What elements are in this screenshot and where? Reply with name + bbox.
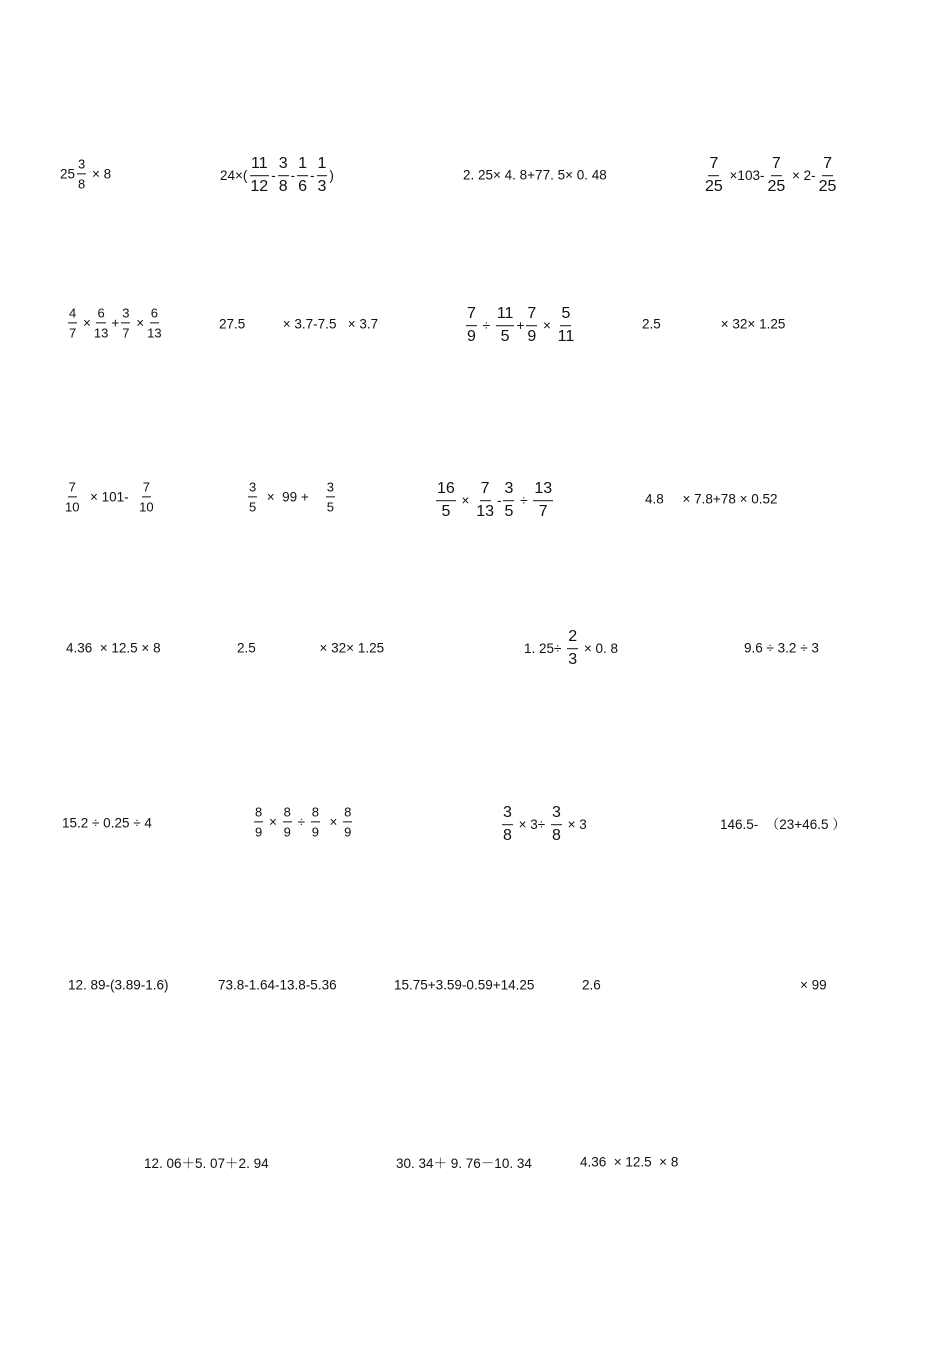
numerator: 11 — [496, 306, 515, 326]
fraction — [283, 805, 292, 838]
expression-text: 73.8-1.64-13.8-5.36 — [218, 977, 337, 993]
fraction — [317, 156, 328, 196]
expression-text: + — [516, 318, 525, 334]
expression — [434, 481, 555, 521]
numerator: 1 — [317, 156, 328, 176]
expression — [524, 629, 618, 669]
expression-text: 25 — [60, 166, 76, 182]
expression-text: × 8 — [88, 166, 112, 182]
numerator: 11 — [250, 156, 269, 176]
expression-text: ÷ — [478, 318, 494, 334]
fraction — [77, 157, 86, 190]
denominator: 25 — [705, 178, 723, 195]
fraction — [503, 481, 514, 521]
fraction — [526, 306, 537, 346]
expression — [237, 641, 384, 656]
expression — [500, 805, 587, 845]
fraction — [138, 480, 154, 513]
expression-text: 27.5 × 3.7-7.5 × 3.7 — [219, 316, 379, 332]
expression-text: × 99 + — [259, 489, 324, 505]
expression-text: + — [111, 315, 120, 331]
fraction — [466, 306, 477, 346]
expression — [60, 157, 111, 190]
fraction — [311, 805, 320, 838]
expression-text: × — [539, 318, 555, 334]
denominator: 10 — [139, 499, 154, 514]
fraction — [766, 156, 786, 196]
expression — [744, 641, 819, 656]
fraction — [248, 480, 257, 513]
fraction — [278, 156, 289, 196]
expression-text: ) — [329, 168, 334, 184]
fraction — [436, 481, 456, 521]
expression-text: - — [310, 168, 315, 184]
fraction — [475, 481, 495, 521]
numerator: 8 — [254, 805, 263, 822]
expression-text: 15.2 ÷ 0.25 ÷ 4 — [62, 815, 152, 831]
numerator: 6 — [150, 306, 159, 323]
expression-text: ÷ — [293, 814, 309, 830]
numerator: 7 — [526, 306, 537, 326]
numerator: 7 — [480, 481, 491, 501]
denominator: 12 — [250, 178, 269, 195]
expression — [218, 978, 337, 993]
expression — [394, 978, 534, 993]
denominator: 8 — [503, 827, 512, 844]
fraction — [249, 156, 269, 196]
numerator: 3 — [551, 805, 562, 825]
numerator: 13 — [533, 481, 553, 501]
expression-text: × — [79, 315, 91, 331]
expression-text: 30. 34＋ 9. 76－10. 34 — [396, 1156, 532, 1171]
expression — [144, 1152, 269, 1172]
denominator: 11 — [557, 328, 575, 345]
expression-text: × — [457, 493, 474, 509]
numerator: 3 — [278, 156, 289, 176]
expression — [582, 978, 601, 993]
expression — [463, 168, 607, 183]
numerator: 4 — [68, 306, 77, 323]
expression — [66, 641, 161, 656]
expression-text: × 3 — [563, 817, 587, 833]
expression — [62, 816, 152, 831]
expression-text: × — [132, 315, 145, 331]
fraction — [557, 306, 576, 346]
denominator: 9 — [527, 328, 537, 345]
expression — [580, 1155, 678, 1170]
expression-text: ÷ — [516, 493, 532, 509]
expression-text: × — [322, 814, 342, 830]
numerator: 1 — [297, 156, 308, 176]
denominator: 9 — [467, 328, 476, 345]
denominator: 8 — [278, 178, 288, 195]
fraction — [704, 156, 724, 196]
numerator: 7 — [771, 156, 782, 176]
fraction — [502, 805, 513, 845]
expression — [219, 317, 378, 332]
denominator: 9 — [255, 824, 263, 839]
expression-text: - — [290, 168, 296, 184]
numerator: 8 — [343, 805, 352, 822]
denominator: 8 — [551, 827, 561, 844]
fraction — [93, 306, 109, 339]
expression-text: 2.6 — [582, 977, 601, 993]
expression — [68, 978, 169, 993]
numerator: 8 — [311, 805, 320, 822]
numerator: 7 — [822, 156, 833, 176]
numerator: 3 — [326, 480, 335, 497]
expression — [702, 156, 839, 196]
denominator: 13 — [476, 503, 494, 520]
expression-text: × 101- — [82, 489, 137, 505]
expression-text: 4.8 × 7.8+78 × 0.52 — [645, 491, 778, 507]
expression — [252, 805, 354, 838]
denominator: 7 — [122, 325, 130, 340]
denominator: 7 — [69, 325, 77, 340]
expression — [246, 480, 337, 513]
denominator: 5 — [500, 328, 510, 345]
numerator: 3 — [121, 306, 130, 323]
numerator: 16 — [436, 481, 456, 501]
numerator: 5 — [560, 306, 571, 326]
expression-text: 15.75+3.59-0.59+14.25 — [394, 977, 535, 993]
denominator: 25 — [818, 178, 837, 195]
fraction — [567, 629, 578, 669]
fraction — [496, 306, 515, 346]
expression-text: 12. 89-(3.89-1.6) — [68, 977, 169, 993]
denominator: 3 — [317, 178, 327, 195]
expression-text: × 0. 8 — [580, 641, 618, 657]
numerator: 8 — [283, 805, 292, 822]
expression-text: 4.36 × 12.5 × 8 — [580, 1154, 679, 1170]
expression — [800, 978, 827, 993]
fraction — [551, 805, 562, 845]
expression — [464, 306, 577, 346]
denominator: 5 — [249, 499, 257, 514]
denominator: 6 — [298, 178, 308, 195]
expression-text: - — [271, 168, 276, 184]
numerator: 3 — [77, 157, 86, 174]
expression — [720, 813, 846, 833]
denominator: 5 — [504, 503, 514, 520]
denominator: 7 — [538, 503, 548, 520]
fraction — [254, 805, 263, 838]
expression — [62, 480, 157, 513]
numerator: 7 — [68, 480, 77, 497]
expression-text: 4.36 × 12.5 × 8 — [66, 640, 161, 656]
denominator: 10 — [65, 499, 80, 514]
expression-text: 2. 25× 4. 8+77. 5× 0. 48 — [463, 167, 607, 183]
denominator: 5 — [441, 503, 451, 520]
expression-text: 2.5 × 32× 1.25 — [237, 640, 385, 656]
expression-text: ×103- — [725, 168, 765, 184]
denominator: 9 — [311, 824, 320, 839]
fraction — [533, 481, 553, 521]
fraction — [146, 306, 162, 339]
numerator: 3 — [502, 805, 513, 825]
expression-text: × 3÷ — [514, 817, 549, 833]
denominator: 13 — [147, 325, 162, 340]
denominator: 25 — [767, 178, 786, 195]
expression-text: 146.5- （23+46.5 ） — [720, 817, 846, 832]
expression-text: × 99 — [800, 977, 827, 993]
expression — [645, 492, 777, 507]
expression-text: 2.5 × 32× 1.25 — [642, 316, 786, 332]
denominator: 9 — [344, 824, 352, 839]
expression — [396, 1152, 532, 1172]
numerator: 7 — [708, 156, 719, 176]
fraction — [818, 156, 838, 196]
numerator: 7 — [466, 306, 477, 326]
expression-text: × 2- — [788, 168, 816, 184]
fraction — [297, 156, 308, 196]
expression-text: - — [496, 493, 502, 509]
fraction — [121, 306, 130, 339]
denominator: 3 — [568, 651, 578, 668]
expression-text: 12. 06＋5. 07＋2. 94 — [144, 1156, 269, 1171]
expression-text: 1. 25÷ — [524, 641, 566, 657]
fraction — [68, 306, 77, 339]
expression — [642, 317, 785, 332]
expression — [220, 156, 334, 196]
denominator: 5 — [326, 499, 335, 514]
expression — [66, 306, 165, 339]
denominator: 9 — [283, 824, 291, 839]
expression-text: × — [265, 814, 281, 830]
fraction — [343, 805, 352, 838]
fraction — [326, 480, 335, 513]
fraction — [64, 480, 80, 513]
denominator: 8 — [78, 176, 86, 191]
numerator: 7 — [142, 480, 151, 497]
numerator: 3 — [503, 481, 514, 501]
numerator: 2 — [567, 629, 578, 649]
expression-text: 24×( — [220, 168, 248, 184]
numerator: 6 — [96, 306, 105, 323]
denominator: 13 — [93, 325, 109, 340]
expression-text: 9.6 ÷ 3.2 ÷ 3 — [744, 640, 819, 656]
numerator: 3 — [248, 480, 257, 497]
